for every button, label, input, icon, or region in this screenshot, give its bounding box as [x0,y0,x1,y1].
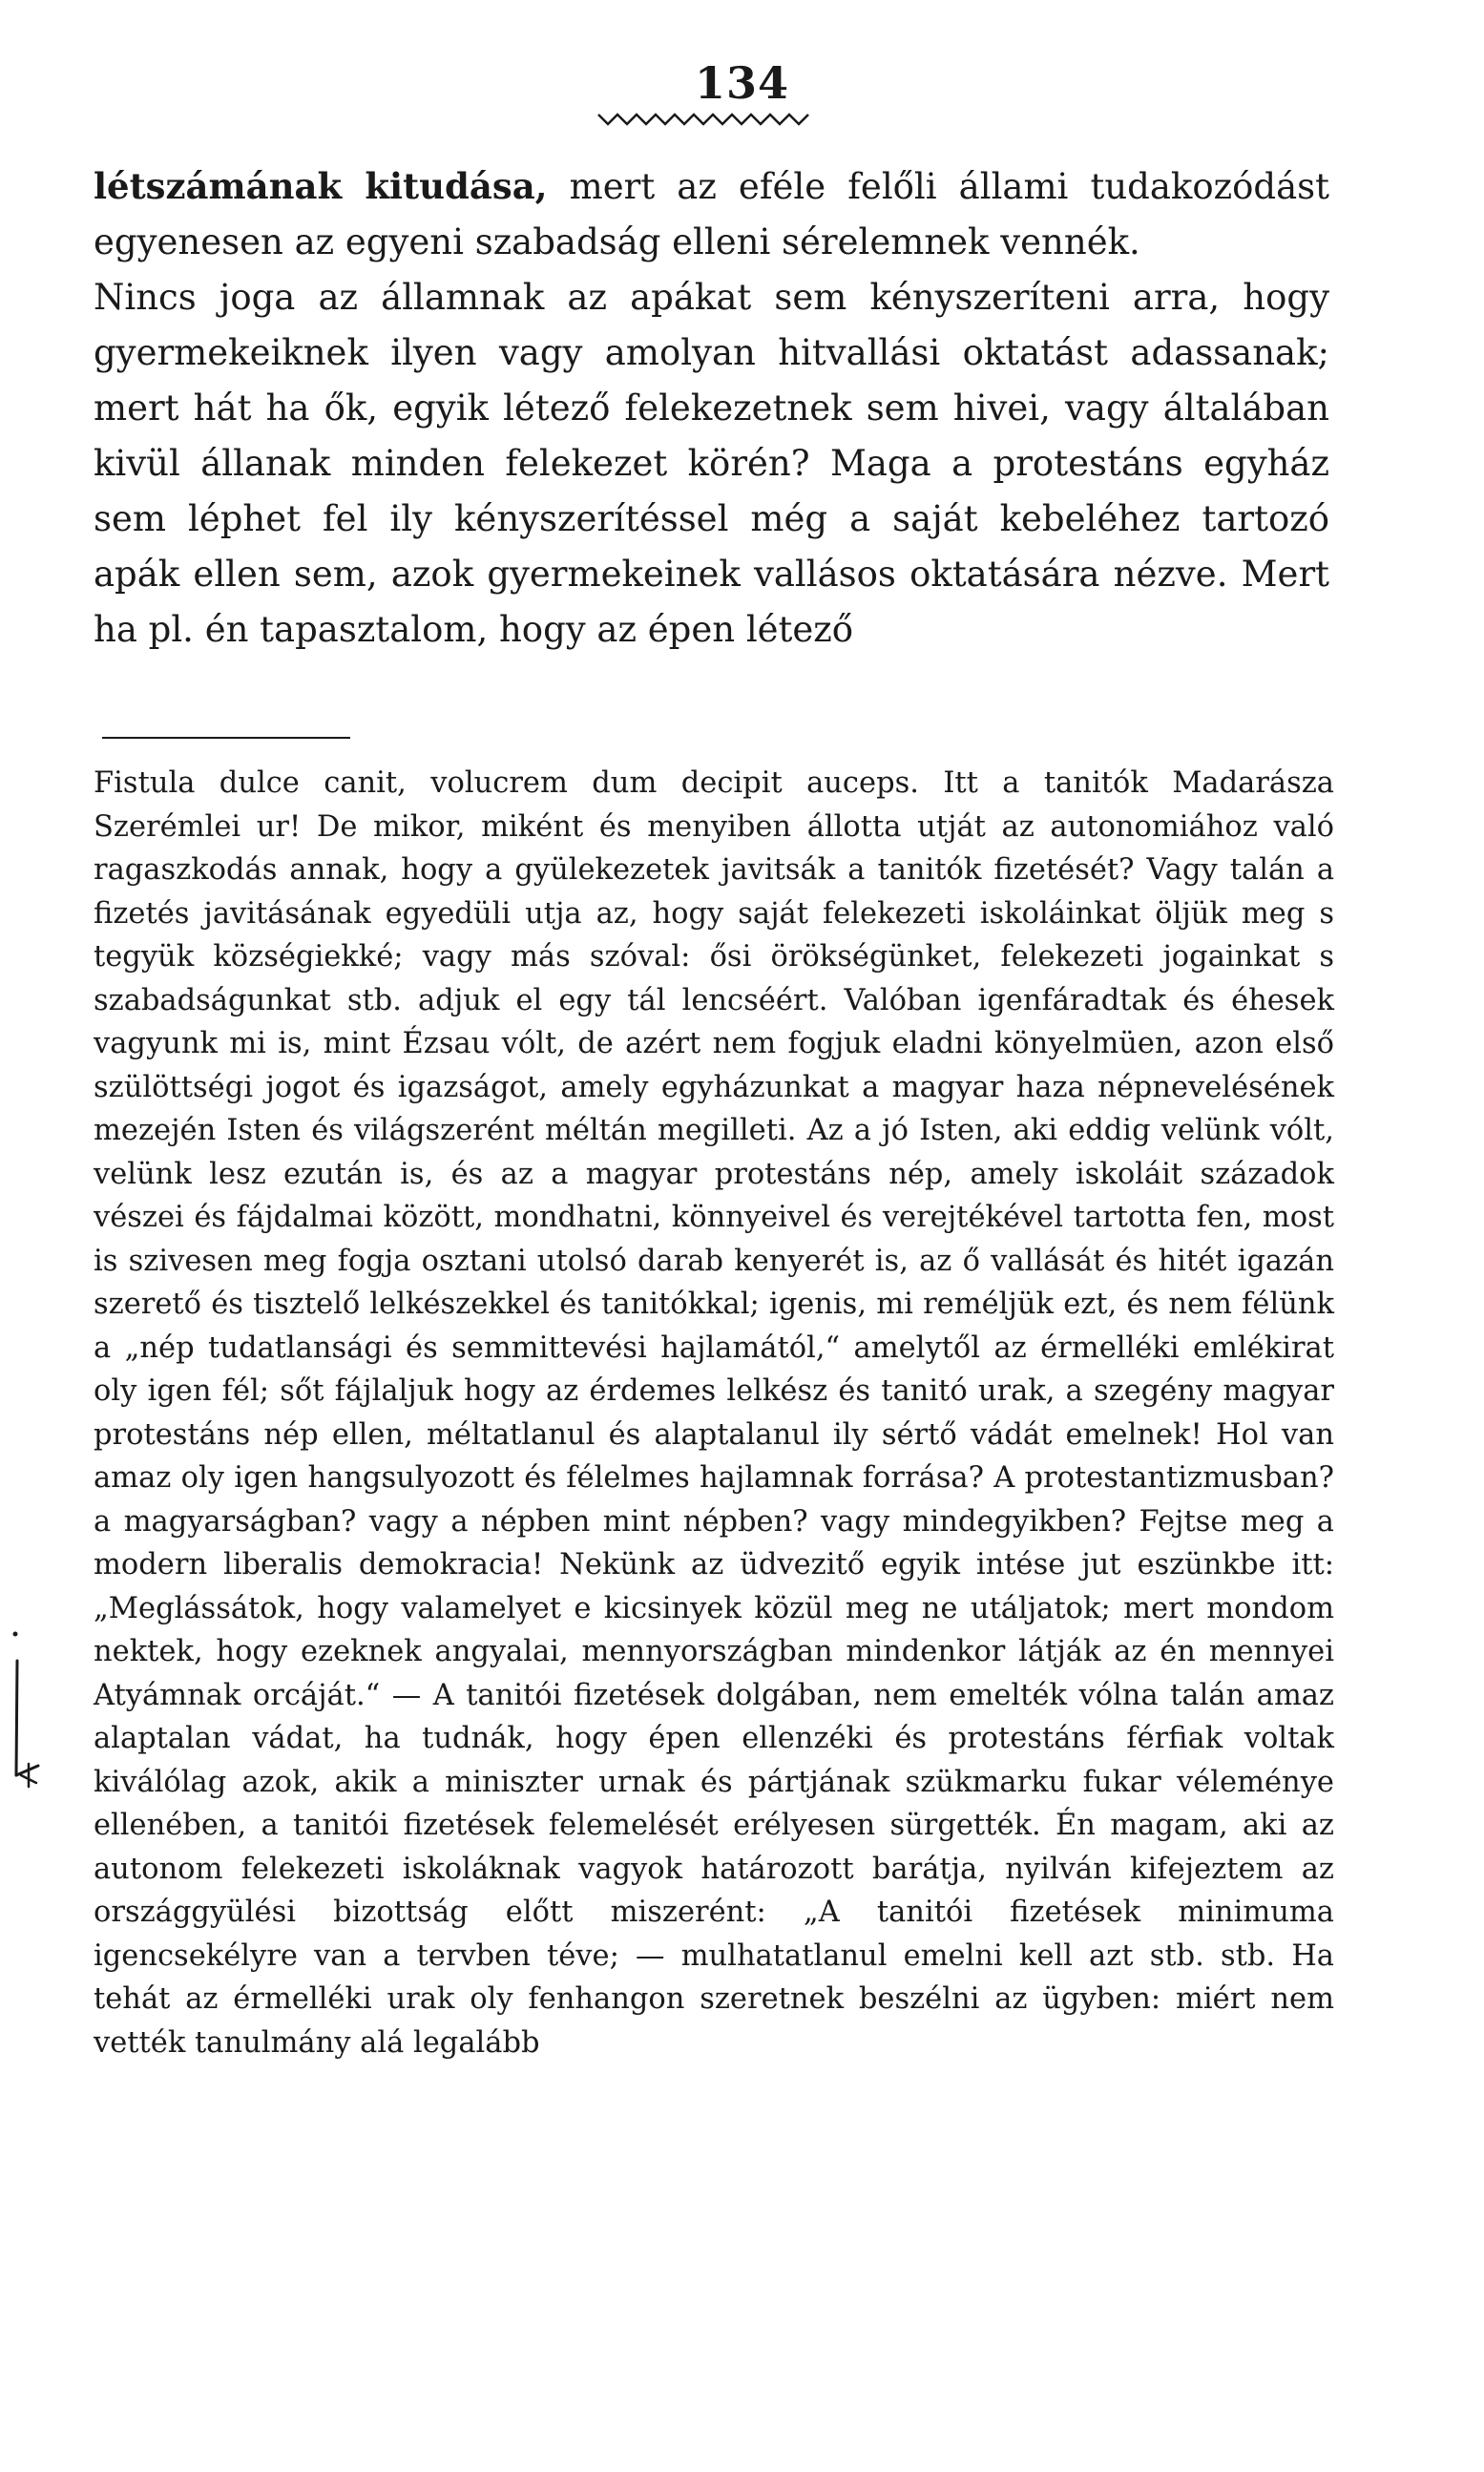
footnote: Fistula dulce canit, volucrem dum decipit auceps. Itt a tanitók Madarásza Szerémlei ur! De mikor, miként és menyiben állotta utját az autonomiához való ragaszkodás annak, hogy a gyülekezetek javitsák a tanitók fizetését? Vagy talán a fizetés javitásának egyedüli utja az, hogy saját felekezeti iskoláinkat öljük meg s tegyük községiekké; vagy más szóval: ősi örökségünket, felekezeti jogainkat s szabadságunkat stb. adjuk el egy tál lencséért. Valóban igenfáradtak és éhesek vagyunk mi is, mint Ézsau vólt, de azért nem fogjuk eladni könyelmüen, azon első szülöttségi jogot és igazságot, amely egyházunkat a magyar haza népnevelésének mezején Isten és világszerént méltán megilleti. Az a jó Isten, aki eddig velünk vólt, velünk lesz ezután is, és az a magyar protestáns nép, amely iskoláit századok vészei és fájdalmai között, mondhatni, könnyeivel és verejtékével tartotta fen, most is szivesen meg fogja osztani utolsó darab kenyerét is, az ő vallását és hitét igazán szerető és tisztelő lelkészekkel és tanitókkal; igenis, mi reméljük ezt, és nem félünk a „nép tudatlansági és semmittevési hajlamától,“ amelytől az érmelléki emlékirat oly igen fél; sőt fájlaljuk hogy az érdemes lelkész és tanitó urak, a szegény magyar protestáns nép ellen, méltatlanul és alaptalanul ily sértő vádát emelnek! Hol van amaz oly igen hangsulyozott és félelmes hajlamnak forrása? A protestantizmusban? a magyarságban? vagy a népben mint népben? vagy mindegyikben? Fejtse meg a modern liberalis demokracia! Nekünk az üdvezitő egyik intése jut eszünkbe itt: „Meglássátok, hogy valamelyet e kicsinyek közül meg ne utáljatok; mert mondom nektek, hogy ezeknek angyalai, mennyországban mindenkor látják az én mennyei Atyámnak orcáját.“ — A tanitói fizetések dolgában, nem emelték vólna talán amaz alaptalan vádat, ha tudnák, hogy épen ellenzéki és protestáns férfiak voltak kiválólag azok, akik a miniszter urnak és pártjának szükmarku fukar véleménye ellenében, a tanitói fizetések felemelését erélyesen sürgették. Én magam, aki az autonom felekezeti iskoláknak vagyok határozott barátja, nyilván kifejeztem az országgyülési bizottság előtt miszerént: „A tanitói fizetések minimuma igencsekélyre van a tervben téve; — mulhatatlanul emelni kell azt stb. stb. Ha tehát az érmelléki urak oly fenhangon szeretnek beszélni az ügyben: miért nem vették tanulmány alá legalább [94,766,1334,2060]
page-number: 134 [694,57,790,109]
handwritten-margin-mark-icon [0,1623,57,1804]
lead-words: létszámának kitudása, [94,165,548,207]
footnote-divider [102,737,350,739]
wavy-rule-icon [596,107,811,130]
body-text: mert az eféle felőli állami tudakozódást egyenesen az egyeni szabadság elleni sérelemnek vennék. Nincs joga az államnak az apákat sem kényszeríteni arra, hogy gyermekeiknek ilyen vagy amolyan hitvallási oktatást adassanak; mert hát ha ők, egyik létező felekezetnek sem hivei, vagy általában kivül állanak minden felekezet körén? Maga a protestáns egyház sem léphet fel ily kényszerítéssel még a saját kebeléhez tartozó apák ellen sem, azok gyermekeinek vallásos oktatására nézve. Mert ha pl. én tapasztalom, hogy az épen létező [94,166,1329,650]
body-paragraph [94,158,1329,658]
